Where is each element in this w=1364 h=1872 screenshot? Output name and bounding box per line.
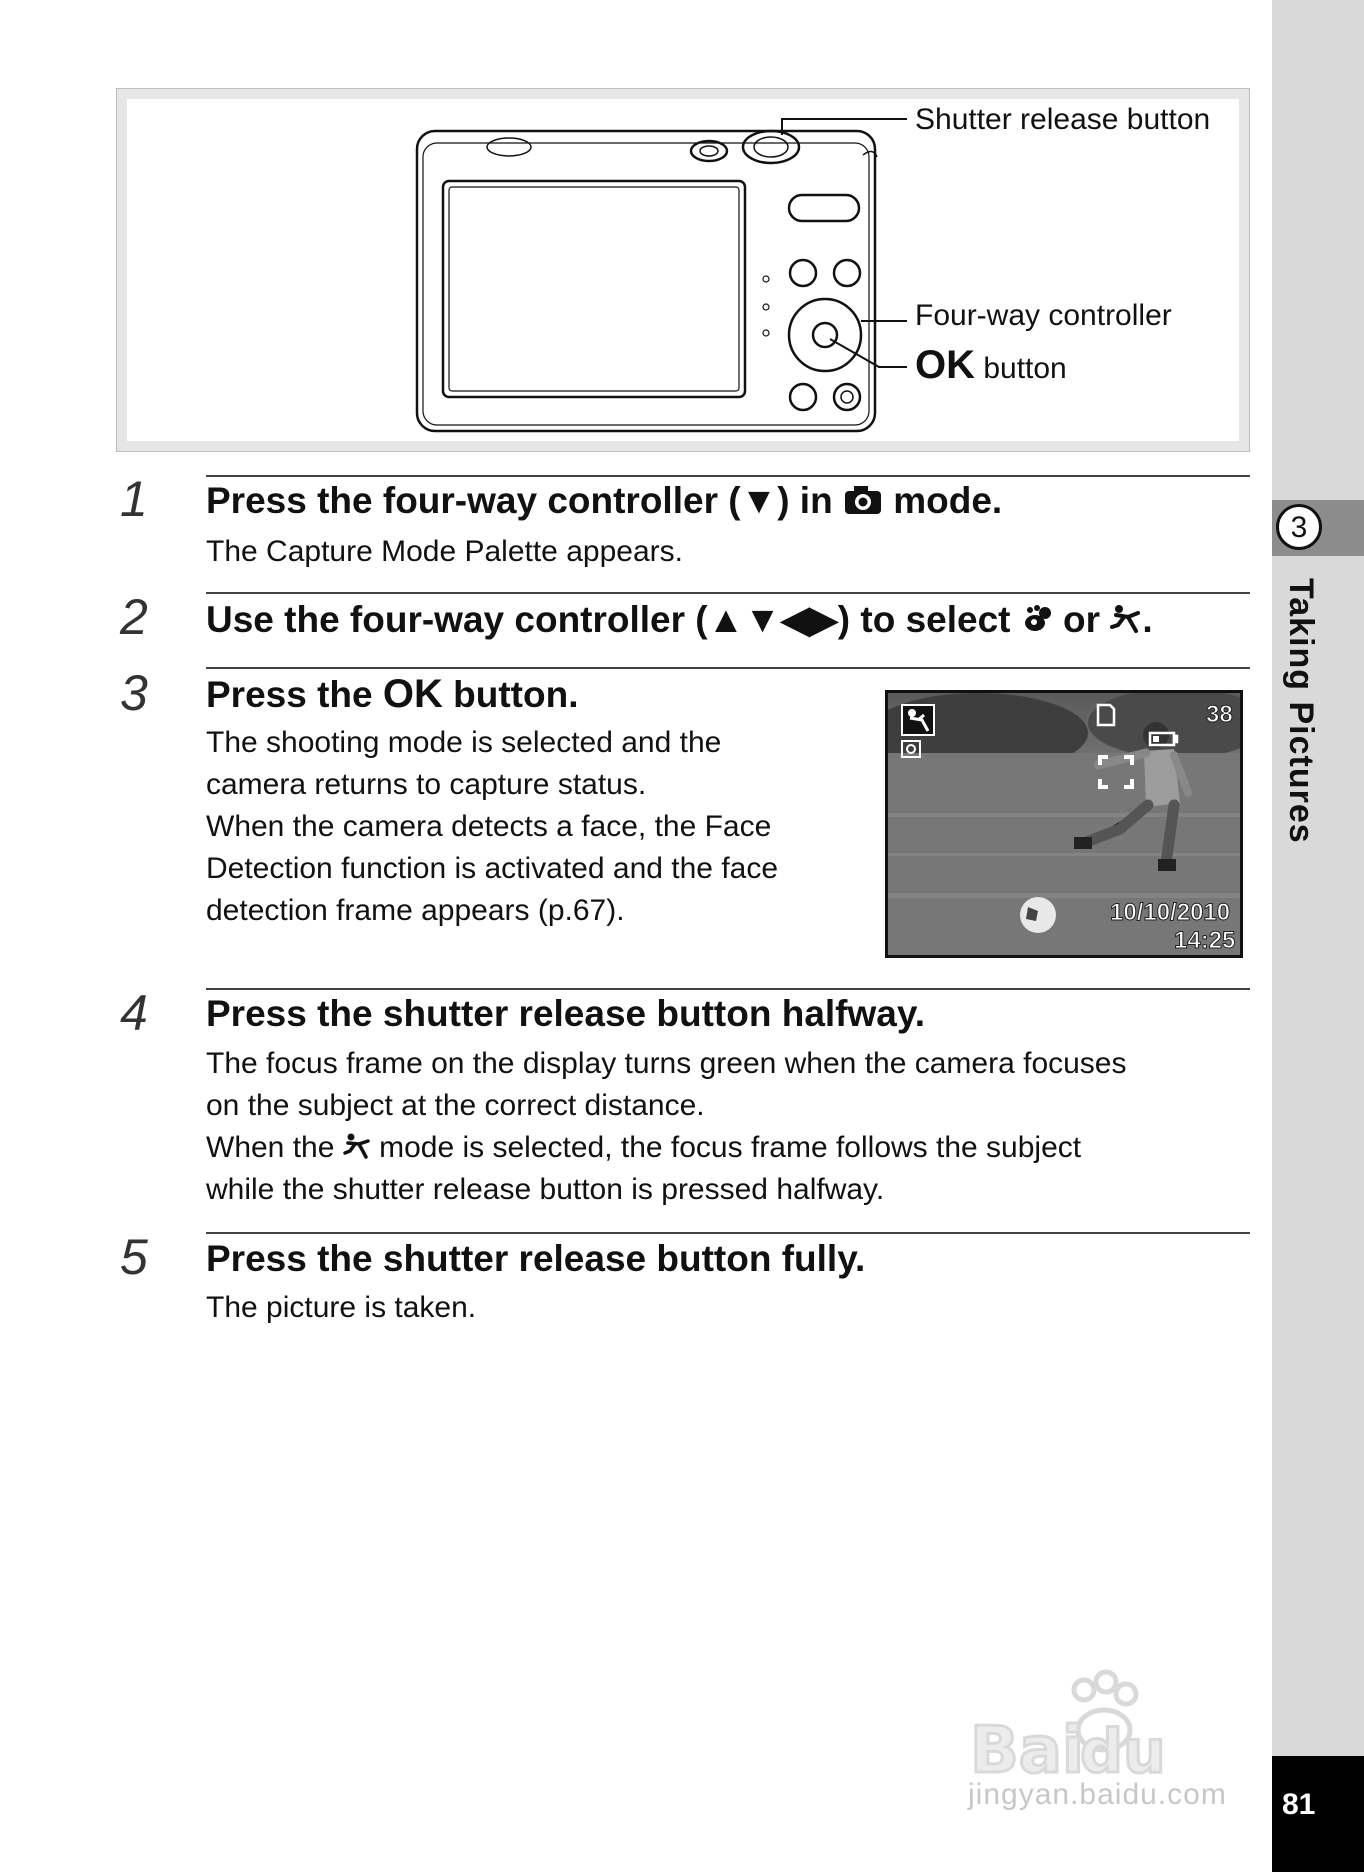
- watermark-url: jingyan.baidu.com: [968, 1778, 1227, 1811]
- svg-text:du: du: [1080, 1717, 1166, 1787]
- step-4-body-line: on the subject at the correct distance.: [206, 1089, 705, 1122]
- step-1-body: The Capture Mode Palette appears.: [206, 535, 683, 568]
- step-4-body-line: while the shutter release button is pressed halfway.: [206, 1173, 885, 1206]
- step-divider: [206, 475, 1250, 477]
- ok-glyph: OK: [382, 672, 443, 716]
- pet-mode-icon: [1021, 603, 1053, 635]
- step-3-body-line: detection frame appears (p.67).: [206, 894, 625, 927]
- ok-glyph: OK: [915, 343, 975, 387]
- svg-text:Bai: Bai: [970, 1714, 1084, 1788]
- step-number: 1: [120, 471, 148, 527]
- step-3-heading: [206, 672, 578, 717]
- step-3-body-line: The shooting mode is selected and the: [206, 726, 722, 759]
- step-4-body-text: mode is selected, the focus frame follows the subject: [370, 1131, 1082, 1164]
- step-2-heading-end: .: [1142, 599, 1153, 640]
- step-3-body-line: When the camera detects a face, the Face: [206, 810, 772, 843]
- step-3-heading-text: Press the: [206, 674, 383, 715]
- page-number: 81: [1272, 1756, 1364, 1872]
- step-1-heading: [206, 480, 1002, 522]
- step-number: 5: [120, 1229, 148, 1285]
- step-divider: [206, 988, 1250, 990]
- step-3-body-line: camera returns to capture status.: [206, 768, 647, 801]
- camera-back-diagram: [127, 99, 1239, 441]
- step-2-heading-text: Use the four-way controller (▲▼◀▶) to select: [206, 599, 1021, 640]
- chapter-number: 3: [1276, 504, 1322, 550]
- step-4-heading: Press the shutter release button halfway.: [206, 993, 925, 1034]
- lcd-date: 10/10/2010: [1110, 899, 1231, 926]
- step-1-heading-text: Press the four-way controller (▼) in: [206, 480, 843, 521]
- step-divider: [206, 1232, 1250, 1234]
- four-way-controller-callout: Four-way controller: [915, 299, 1172, 332]
- step-4-body-line: The focus frame on the display turns green when the camera focuses: [206, 1047, 1127, 1080]
- ok-button-callout-text: button: [975, 352, 1067, 385]
- camera-mode-icon: [843, 484, 883, 516]
- step-3-body-line: Detection function is activated and the face: [206, 852, 779, 885]
- step-1-heading-end: mode.: [882, 480, 1003, 521]
- step-divider: [206, 667, 1250, 669]
- step-3-heading-end: button.: [442, 674, 579, 715]
- ok-button-callout: [915, 343, 1067, 388]
- step-4-body-line: [206, 1127, 1266, 1169]
- camera-figure: [116, 88, 1250, 452]
- lcd-preview: [885, 690, 1243, 958]
- lcd-mode-badge: [902, 705, 934, 735]
- step-number: 3: [120, 665, 148, 721]
- step-number: 2: [120, 589, 148, 645]
- step-5-heading: Press the shutter release button fully.: [206, 1238, 866, 1279]
- step-3-body: [206, 722, 866, 932]
- sport-mode-icon: [343, 1132, 371, 1160]
- chapter-title: Taking Pictures: [1282, 578, 1320, 844]
- lcd-shot-count: 38: [1206, 701, 1233, 728]
- sport-mode-icon: [1110, 603, 1142, 635]
- step-2-heading: [206, 598, 1153, 641]
- lcd-time: 14:25: [1174, 927, 1236, 954]
- step-5-body: The picture is taken.: [206, 1291, 477, 1324]
- shutter-release-callout: Shutter release button: [915, 103, 1211, 136]
- step-divider: [206, 592, 1250, 594]
- step-4-body-text: When the: [206, 1131, 343, 1164]
- chapter-sidebar: [1272, 0, 1364, 1872]
- step-number: 4: [120, 985, 148, 1041]
- step-4-body: [206, 1043, 1266, 1211]
- step-2-heading-or: or: [1052, 599, 1111, 640]
